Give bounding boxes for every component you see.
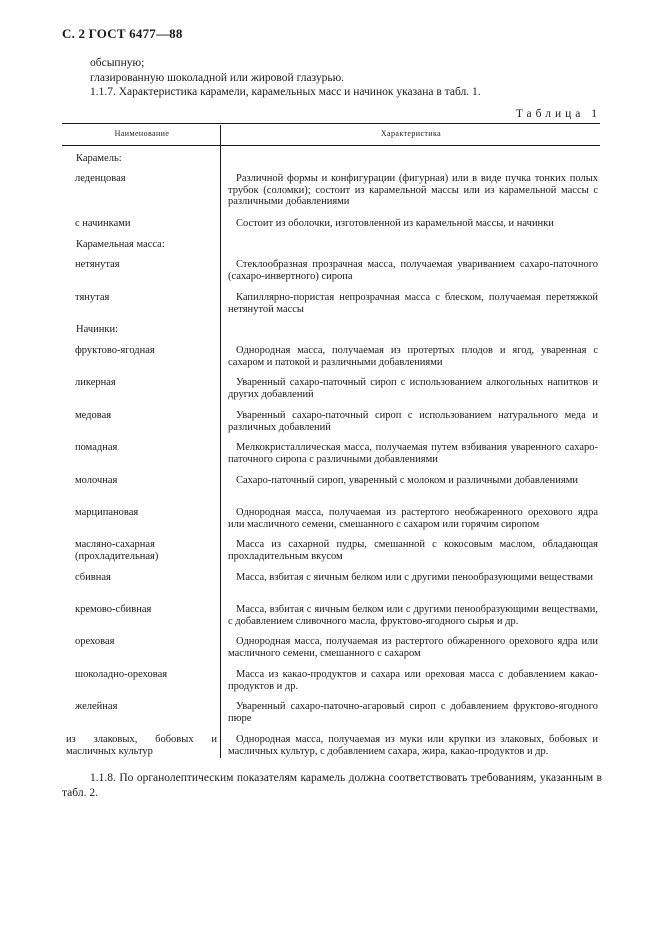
column-header-characteristic: Характеристика bbox=[380, 129, 442, 138]
row-description: Состоит из оболочки, изготовленной из карамельной массы, и начинки bbox=[236, 218, 554, 229]
row-description: Однородная масса, получаемая из протертых плодов и ягод, уваренная с сахаром и патокой и различными добавлениями bbox=[228, 345, 598, 368]
row-name: желейная bbox=[75, 701, 118, 712]
row-name: ореховая bbox=[75, 636, 115, 647]
column-divider bbox=[220, 125, 221, 758]
row-description: Однородная масса, получаемая из муки или крупки из злаковых, бобовых и масличных культур, с добавлением сахара, жира, какао-продуктов и др. bbox=[228, 734, 598, 757]
row-name: марципановая bbox=[75, 507, 139, 518]
row-description: Однородная масса, получаемая из растертого обжаренного орехового ядра или масличного семени, смешанного с сахаром bbox=[228, 636, 598, 659]
row-description: Масса из сахарной пудры, смешанной с кокосовым маслом, обладающая прохладительным вкусом bbox=[228, 539, 598, 562]
row-name: молочная bbox=[75, 475, 118, 486]
row-description: Различной формы и конфигурации (фигурная) или в виде пучка тонких полых трубок (соломки); состоит из карамельной массы или из карамельной массы с различными добавлениями bbox=[228, 173, 598, 207]
row-description: Масса, взбитая с яичным белком или с другими пенообразующими веществами, с добавлением сливочного масла, фруктово-ягодного сырья и др. bbox=[228, 604, 598, 627]
row-name: фруктово-ягодная bbox=[75, 345, 155, 356]
intro-line-2: глазированную шоколадной или жировой глазурью. bbox=[90, 71, 345, 84]
table-caption: Таблица 1 bbox=[515, 108, 601, 120]
row-name: леденцовая bbox=[75, 173, 126, 184]
row-name: тянутая bbox=[75, 292, 110, 303]
table-body bbox=[62, 146, 600, 758]
intro-line-1: обсыпную; bbox=[90, 57, 145, 69]
row-name: Начинки: bbox=[76, 324, 118, 335]
row-name: помадная bbox=[75, 442, 118, 453]
intro-text bbox=[62, 56, 602, 100]
row-description: Сахаро-паточный сироп, уваренный с молоком и различными добавлениями bbox=[236, 475, 578, 486]
table-header bbox=[62, 123, 600, 146]
row-description: Масса, взбитая с яичным белком или с другими пенообразующими веществами bbox=[236, 572, 593, 583]
row-description: Масса из какао-продуктов и сахара или ореховая масса с добавлением какао-продуктов и др. bbox=[228, 669, 598, 692]
row-description: Уваренный сахаро-паточно-агаровый сироп с добавлением фруктово-ягодного пюре bbox=[228, 701, 598, 724]
row-description: Капиллярно-пористая непрозрачная масса с блеском, получаемая перетяжкой нетянутой массы bbox=[228, 292, 598, 315]
row-name: нетянутая bbox=[75, 259, 120, 270]
row-name: шоколадно-ореховая bbox=[75, 669, 168, 680]
row-name: из злаковых, бобовых и масличных культур bbox=[66, 734, 217, 757]
row-name: масляно-сахарная (прохладительная) bbox=[75, 539, 159, 562]
row-description: Уваренный сахаро-паточный сироп с использованием натурального меда и различных добавлений bbox=[228, 410, 598, 433]
row-name: Карамельная масса: bbox=[76, 239, 165, 250]
column-header-name: Наименование bbox=[114, 129, 170, 138]
row-name: медовая bbox=[75, 410, 112, 421]
row-name: кремово-сбивная bbox=[75, 604, 152, 615]
row-name: Карамель: bbox=[76, 153, 122, 164]
row-description: Мелкокристаллическая масса, получаемая путем взбивания уваренного сахаро-паточного сиропа с различными добавлениями bbox=[228, 442, 598, 465]
row-name: с начинками bbox=[75, 218, 131, 229]
intro-line-3: 1.1.7. Характеристика карамели, карамельных масс и начинок указана в табл. 1. bbox=[90, 86, 481, 98]
footer-paragraph: 1.1.8. По органолептическим показателям карамель должна соответствовать требованиям, указанным в табл. 2. bbox=[62, 772, 602, 799]
row-description: Однородная масса, получаемая из растертого необжаренного орехового ядра или масличного семени, смешанного с сахаром или горячим сиропом bbox=[228, 507, 598, 530]
row-description: Уваренный сахаро-паточный сироп с использованием алкогольных напитков и других добавлений bbox=[228, 377, 598, 400]
row-description: Стеклообразная прозрачная масса, получаемая увариванием сахаро-паточного (сахаро-инвертного) сиропа bbox=[228, 259, 598, 282]
row-name: ликерная bbox=[75, 377, 116, 388]
characteristics-table bbox=[62, 123, 600, 758]
page-header: С. 2 ГОСТ 6477—88 bbox=[62, 26, 183, 41]
row-name: сбивная bbox=[75, 572, 111, 583]
